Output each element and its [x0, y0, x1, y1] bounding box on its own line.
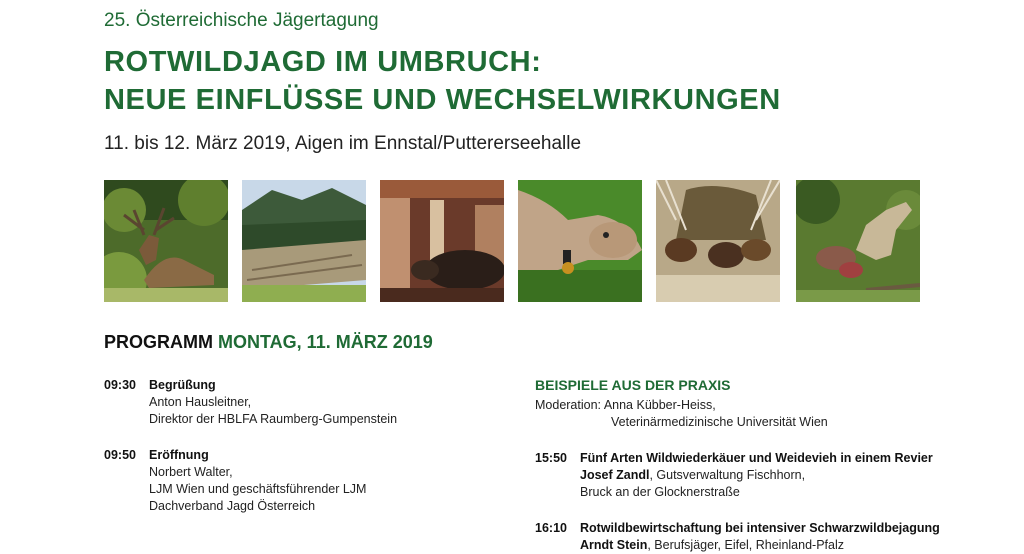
section-heading: BEISPIELE AUS DER PRAXIS [535, 377, 731, 393]
moderation-institution: Veterinärmedizinische Universität Wien [611, 415, 828, 429]
item-line: Norbert Walter, [149, 465, 233, 479]
program-day: MONTAG, 11. MÄRZ 2019 [218, 332, 433, 352]
item-title: Fünf Arten Wildwiederkäuer und Weidevieh in einem Revier [580, 451, 933, 465]
program-heading [104, 332, 433, 353]
conference-subtitle: 25. Österreichische Jägertagung [104, 10, 379, 31]
wild-boar-in-barn-photo [380, 180, 504, 302]
item-line: Dachverband Jagd Österreich [149, 499, 316, 513]
item-time: 15:50 [535, 451, 567, 465]
item-line: Bruck an der Glocknerstraße [580, 485, 740, 499]
moderation-label: Moderation: [535, 398, 602, 412]
item-title: Begrüßung [149, 378, 216, 392]
moderation-name: Anna Kübber-Heiss, [603, 398, 716, 412]
item-line: Direktor der HBLFA Raumberg-Gumpenstein [149, 412, 398, 426]
item-title: Eröffnung [149, 448, 209, 462]
item-title: Rotwildbewirtschaftung bei intensiver Schwarzwildbejagung [580, 521, 940, 535]
item-time: 16:10 [535, 521, 567, 535]
clear-cut-forest-photo [242, 180, 366, 302]
program-label: PROGRAMM [104, 332, 213, 352]
cow-with-bell-photo [518, 180, 642, 302]
program-item [580, 520, 940, 554]
item-line: LJM Wien und geschäftsführender LJM [149, 482, 367, 496]
item-line: Anton Hausleitner, [149, 395, 252, 409]
title-line-1: ROTWILDJAGD IM UMBRUCH: [104, 46, 542, 78]
speaker-affiliation: , Berufsjäger, Eifel, Rheinland-Pfalz [647, 538, 844, 552]
program-item [149, 377, 397, 428]
mouflon-herd-feeding-photo [656, 180, 780, 302]
item-time: 09:50 [104, 448, 136, 462]
item-time: 09:30 [104, 378, 136, 392]
speaker-name: Arndt Stein [580, 538, 648, 552]
program-item [149, 447, 366, 515]
moderation-block [535, 397, 828, 431]
deer-with-carcass-photo [796, 180, 920, 302]
speaker-name: Josef Zandl [580, 468, 650, 482]
program-item [580, 450, 933, 501]
speaker-affiliation: , Gutsverwaltung Fischhorn, [649, 468, 806, 482]
red-deer-stag-photo [104, 180, 228, 302]
date-location: 11. bis 12. März 2019, Aigen im Ennstal/Puttererseehalle [104, 133, 582, 154]
title-line-2: NEUE EINFLÜSSE UND WECHSELWIRKUNGEN [104, 84, 781, 116]
